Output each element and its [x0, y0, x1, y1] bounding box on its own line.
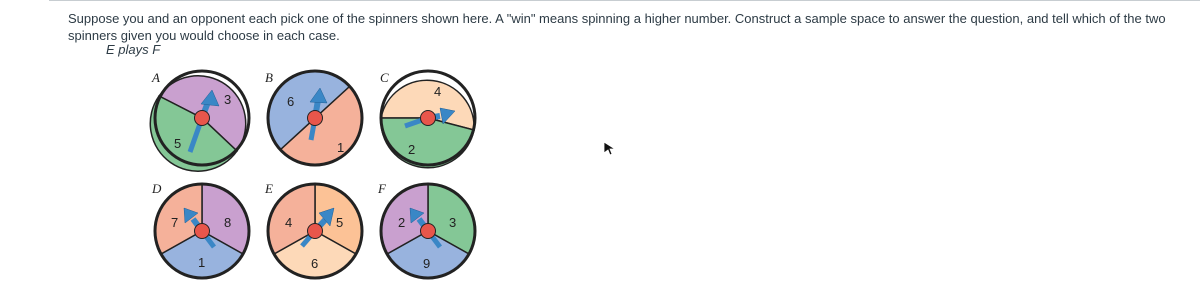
spinner-b — [265, 70, 362, 165]
spinner-f-hub — [421, 224, 436, 239]
spinner-a-number-5: 5 — [174, 136, 182, 151]
spinner-d-hub — [195, 224, 210, 239]
spinner-f-number-2: 2 — [398, 215, 406, 230]
top-divider — [49, 0, 1200, 1]
spinner-b-number-6: 6 — [287, 94, 295, 109]
spinner-f-number-9: 9 — [423, 256, 431, 271]
spinner-d-number-8: 8 — [224, 215, 232, 230]
spinner-label-b: B — [265, 70, 273, 85]
spinner-label-d: D — [152, 181, 162, 196]
spinners-figure — [140, 64, 490, 286]
spinner-b-hub — [308, 111, 323, 126]
spinner-c-number-2: 2 — [408, 142, 416, 157]
spinner-d-number-7: 7 — [171, 215, 179, 230]
question-text: Suppose you and an opponent each pick one of the spinners shown here. A "win" means spinning a higher number. Construct a sample space to answer the question, and tell which of the two spinners given you would choose in each case. — [68, 11, 1166, 43]
spinner-f-number-3: 3 — [449, 215, 457, 230]
spinner-e-number-5: 5 — [336, 215, 344, 230]
spinner-d-number-1: 1 — [198, 255, 206, 270]
spinner-b-number-1: 1 — [337, 140, 345, 155]
subpart-label: E plays F — [106, 42, 161, 57]
spinner-f — [377, 181, 475, 278]
spinner-a-hub — [195, 111, 210, 126]
spinner-e-hub — [308, 224, 323, 239]
spinner-e — [264, 181, 362, 278]
spinner-d — [151, 181, 249, 278]
spinner-label-e: E — [265, 181, 273, 196]
spinner-label-a: A — [152, 70, 160, 85]
spinner-label-f: F — [378, 181, 386, 196]
mouse-cursor-icon — [603, 140, 617, 156]
spinner-c — [380, 70, 475, 168]
spinner-a-number-3: 3 — [224, 92, 232, 107]
spinner-c-number-4: 4 — [434, 84, 442, 99]
spinner-label-c: C — [380, 70, 389, 85]
spinner-c-hub — [421, 111, 436, 126]
spinner-a — [150, 70, 249, 171]
spinner-e-number-6: 6 — [311, 256, 319, 271]
spinner-e-number-4: 4 — [285, 215, 293, 230]
